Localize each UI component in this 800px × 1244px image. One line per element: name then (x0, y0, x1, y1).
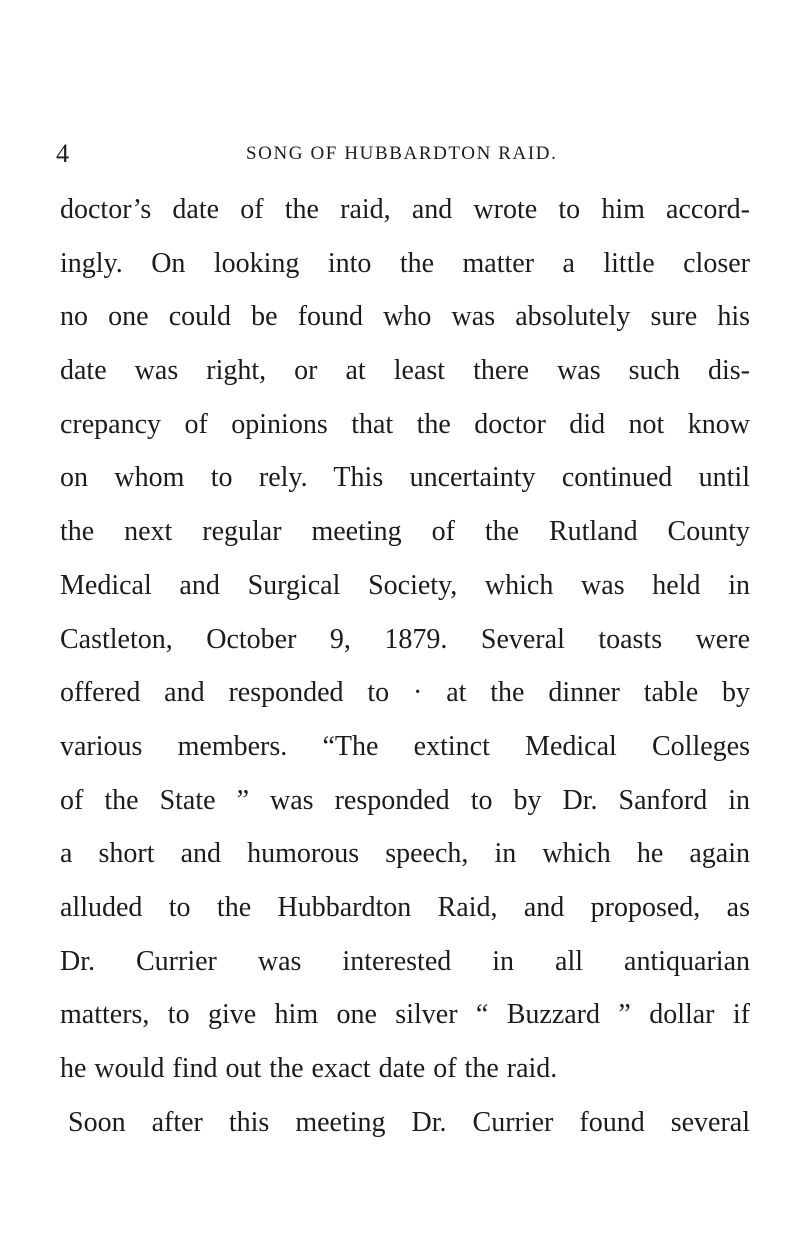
running-title: SONG OF HUBBARDTON RAID. (246, 143, 558, 164)
text-line-18: Soon after this meeting Dr. Currier found several (68, 1106, 750, 1138)
text-line-5: crepancy of opinions that the doctor did not know (60, 408, 750, 440)
text-line-11: various members. “The extinct Medical Colleges (60, 730, 750, 762)
text-line-17: he would find out the exact date of the raid. (60, 1053, 558, 1084)
running-head (56, 134, 746, 174)
text-line-6: on whom to rely. This uncertainty continued until (60, 462, 750, 494)
text-line-9: Castleton, October 9, 1879. Several toasts were (60, 623, 750, 655)
text-line-12: of the State ” was responded to by Dr. Sanford in (60, 784, 750, 816)
text-line-2: ingly. On looking into the matter a little closer (60, 247, 750, 279)
text-line-3: no one could be found who was absolutely sure his (60, 301, 750, 333)
body-text (60, 183, 750, 1149)
page-number: 4 (56, 139, 69, 168)
text-line-15: Dr. Currier was interested in all antiquarian (60, 945, 750, 977)
text-line-14: alluded to the Hubbardton Raid, and proposed, as (60, 891, 750, 923)
text-line-8: Medical and Surgical Society, which was held in (60, 569, 750, 601)
text-line-7: the next regular meeting of the Rutland County (60, 516, 750, 548)
text-line-4: date was right, or at least there was such dis- (60, 355, 750, 387)
text-line-1: doctor’s date of the raid, and wrote to him accord- (60, 194, 750, 225)
text-line-16: matters, to give him one silver “ Buzzard ” dollar if (60, 999, 750, 1031)
text-line-10: offered and responded to · at the dinner table by (60, 677, 750, 709)
text-line-13: a short and humorous speech, in which he again (60, 838, 750, 870)
